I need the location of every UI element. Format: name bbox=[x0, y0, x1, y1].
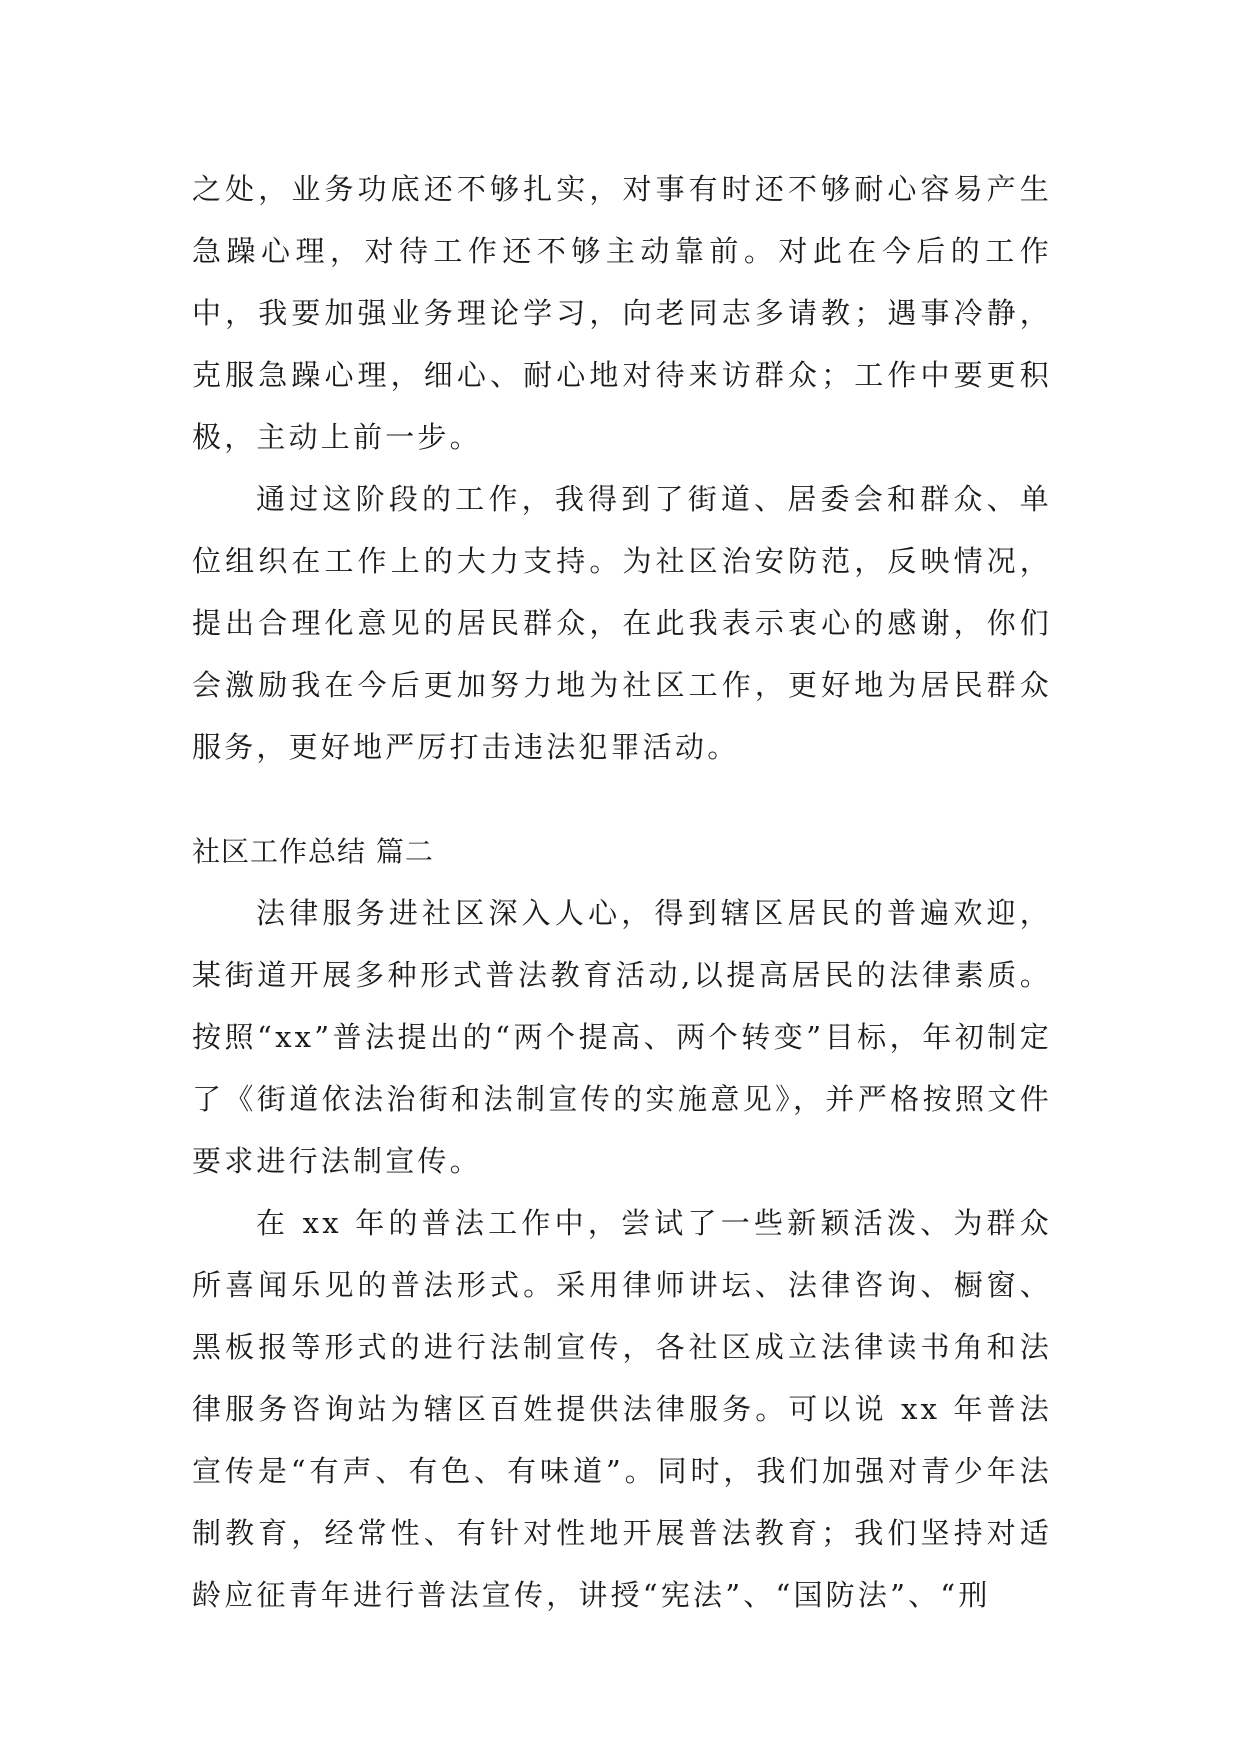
section-title: 社区工作总结 篇二 bbox=[192, 835, 434, 868]
paragraph-acknowledgement: 通过这阶段的工作，我得到了街道、居委会和群众、单位组织在工作上的大力支持。为社区治安防范，反映情况，提出合理化意见的居民群众，在此我表示衷心的感谢，你们会激励我在今后更加努力地为社区工作，更好地为居民群众服务，更好地严厉打击违法犯罪活动。 bbox=[192, 482, 1052, 764]
paragraph-continuation: 之处，业务功底还不够扎实，对事有时还不够耐心容易产生急躁心理，对待工作还不够主动靠前。对此在今后的工作中，我要加强业务理论学习，向老同志多请教；遇事冷静，克服急躁心理，细心、耐心地对待来访群众；工作中要更积极，主动上前一步。 bbox=[192, 172, 1052, 454]
document-page bbox=[192, 158, 1052, 1626]
paragraph-legal-services: 法律服务进社区深入人心，得到辖区居民的普遍欢迎，某街道开展多种形式普法教育活动,以提高居民的法律素质。按照“xx”普法提出的“两个提高、两个转变”目标，年初制定了《街道依法治街和法制宣传的实施意见》，并严格按照文件要求进行法制宣传。 bbox=[192, 896, 1052, 1178]
paragraph-law-publicity: 在 xx 年的普法工作中，尝试了一些新颖活泼、为群众所喜闻乐见的普法形式。采用律师讲坛、法律咨询、橱窗、黑板报等形式的进行法制宣传，各社区成立法律读书角和法律服务咨询站为辖区百姓提供法律服务。可以说 xx 年普法宣传是“有声、有色、有味道”。同时，我们加强对青少年法制教育，经常性、有针对性地开展普法教育；我们坚持对适龄应征青年进行普法宣传，讲授“宪法”、“国防法”、“刑 bbox=[192, 1206, 1052, 1612]
